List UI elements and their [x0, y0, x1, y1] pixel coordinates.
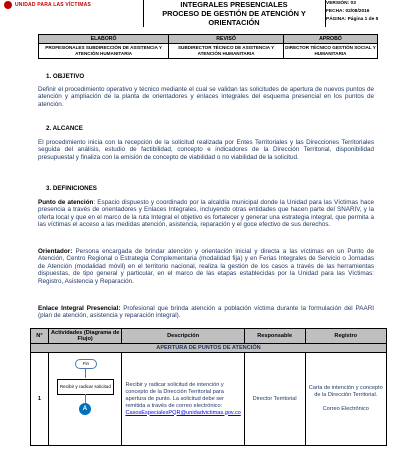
page-label: PÁGINA: Página 1 de 5: [326, 17, 379, 22]
section-heading-objetivo: 1. OBJETIVO: [46, 73, 85, 80]
approval-value: SUBDIRECTOR TÉCNICO DE ASISTENCIA Y ATENCIÓN HUMANITARIA: [169, 44, 284, 59]
approval-value: DIRECTOR TÉCNICO GESTIÓN SOCIAL Y HUMANITARIA: [283, 44, 377, 59]
flow-connector-line: [85, 394, 86, 403]
flow-offpage-connector: A: [79, 403, 91, 415]
definition-punto-atencion: [38, 199, 374, 229]
registry-line: Correo Electrónico: [322, 406, 369, 412]
row-responsible: Director Territorial: [244, 353, 305, 446]
definition-orientador: [38, 248, 374, 285]
section-heading-alcance: 2. ALCANCE: [46, 125, 83, 132]
activity-table: [30, 328, 387, 446]
definition-text: : Espacio dispuesto y coordinado por la alcaldía municipal donde la Unidad para las Víctimas hace presencia a través de orientadores y Enlaces Integrales, incluyendo otras entidades que hacen parte del SNARIV, y la oferta local y que en el marco de la ruta Integral el objetivo es fortalecer y generar una estrategia integral, que permita a las víctimas el acceso a las medidas atención, asistencia, reparación y el goce efectivo de sus derechos.: [38, 199, 374, 229]
definition-text: Persona encargada de brindar atención y orientación inicial y directa a las víctimas en un Punto de Atención, Centro Regional o Estrategia Complementaria (modalidad fija) y en Ferias Integrales de Servicio o Jornadas de Atención (modalidad móvil) en el territorio nacional, realiza la gestión de los casos a través de las herramientas dispuestas, de tipo general y particular, en el marco de las etapas establecidas por la Unidad para las Víctimas: Registro, Asistencia y Reparación.: [38, 248, 374, 285]
title-line: INTEGRALES PRESENCIALES: [180, 0, 288, 9]
row-number: 1: [31, 353, 49, 446]
alcance-paragraph: El procedimiento inicia con la recepción de la solicitud realizada por Entes Territoriales y las Direcciones Territoriales seguida del análisis, estudio de factibilidad, concepto e indicadores de la Dirección Territorial, disponibilidad presupuestal y finaliza con la emisión de concepto de viabilidad o no viabilidad de la solicitud.: [38, 139, 374, 161]
approval-header: APROBÓ: [283, 35, 377, 44]
column-header-description: Descripción: [122, 329, 244, 344]
seal-icon: [4, 1, 12, 9]
definition-term: Punto de atención: [38, 199, 94, 206]
approval-table: [38, 34, 378, 59]
date-label: FECHA: 02/08/2016: [326, 9, 370, 14]
definition-term: Enlace Integral Presencial:: [38, 305, 121, 312]
logo-text: UNIDAD PARA LAS VÍCTIMAS: [15, 2, 91, 8]
table-row: [31, 353, 387, 446]
title-line: PROCESO DE GESTIÓN DE ATENCIÓN Y: [162, 9, 306, 18]
registry-line: Carta de intención y concepto de la Dirección Territorial.: [308, 385, 383, 398]
definition-enlace-integral: [38, 305, 374, 320]
column-header-number: N°: [31, 329, 49, 344]
definition-text: Profesional que brinda atención a población víctima durante la formulación del PAARI (plan de atención, asistencia y reparación integral).: [38, 305, 374, 320]
flow-process-box: Recibir y radicar solicitud: [57, 379, 114, 395]
document-meta: [326, 0, 398, 26]
flow-connector-line: [85, 368, 86, 378]
document-header: [0, 0, 400, 28]
row-description: [122, 353, 244, 446]
description-text: Recibir y radicar solicitud de intención y concepto de la Dirección Territorial para apertura de punto. La solicitud debe ser remitida a través de correo electrónico:: [125, 381, 225, 409]
column-header-responsible: Responsable: [244, 329, 305, 344]
row-registry: [305, 353, 386, 446]
version-label: VERSIÓN: 03: [326, 1, 356, 6]
approval-header: REVISÓ: [169, 35, 284, 44]
column-header-activities: Actividades (Diagrama de Flujo): [48, 329, 122, 344]
section-heading-definiciones: 3. DEFINICIONES: [46, 185, 97, 192]
table-subheader: APERTURA DE PUNTOS DE ATENCIÓN: [31, 344, 387, 353]
flow-diagram: [48, 353, 122, 446]
logo: [4, 0, 144, 10]
flow-terminator: Fin: [75, 359, 97, 369]
title-line: ORIENTACIÓN: [208, 18, 260, 27]
email-link[interactable]: CasosEspecialesPQR@unidadvictimas.gov.co: [125, 409, 241, 416]
approval-value: PROFESIONALES SUBDIRECCIÓN DE ASISTENCIA Y ATENCIÓN HUMANITARIA: [39, 44, 169, 59]
column-header-registry: Registro: [305, 329, 386, 344]
objetivo-paragraph: Definir el procedimiento operativo y técnico mediante el cual se validan las solicitudes de apertura de nuevos puntos de atención y ampliación de la planta de orientadores y enlaces integrales del esquema presencial en los puntos de atención.: [38, 86, 374, 108]
definition-term: Orientador:: [38, 248, 73, 255]
approval-header: ELABORÓ: [39, 35, 169, 44]
document-title: [144, 0, 324, 26]
